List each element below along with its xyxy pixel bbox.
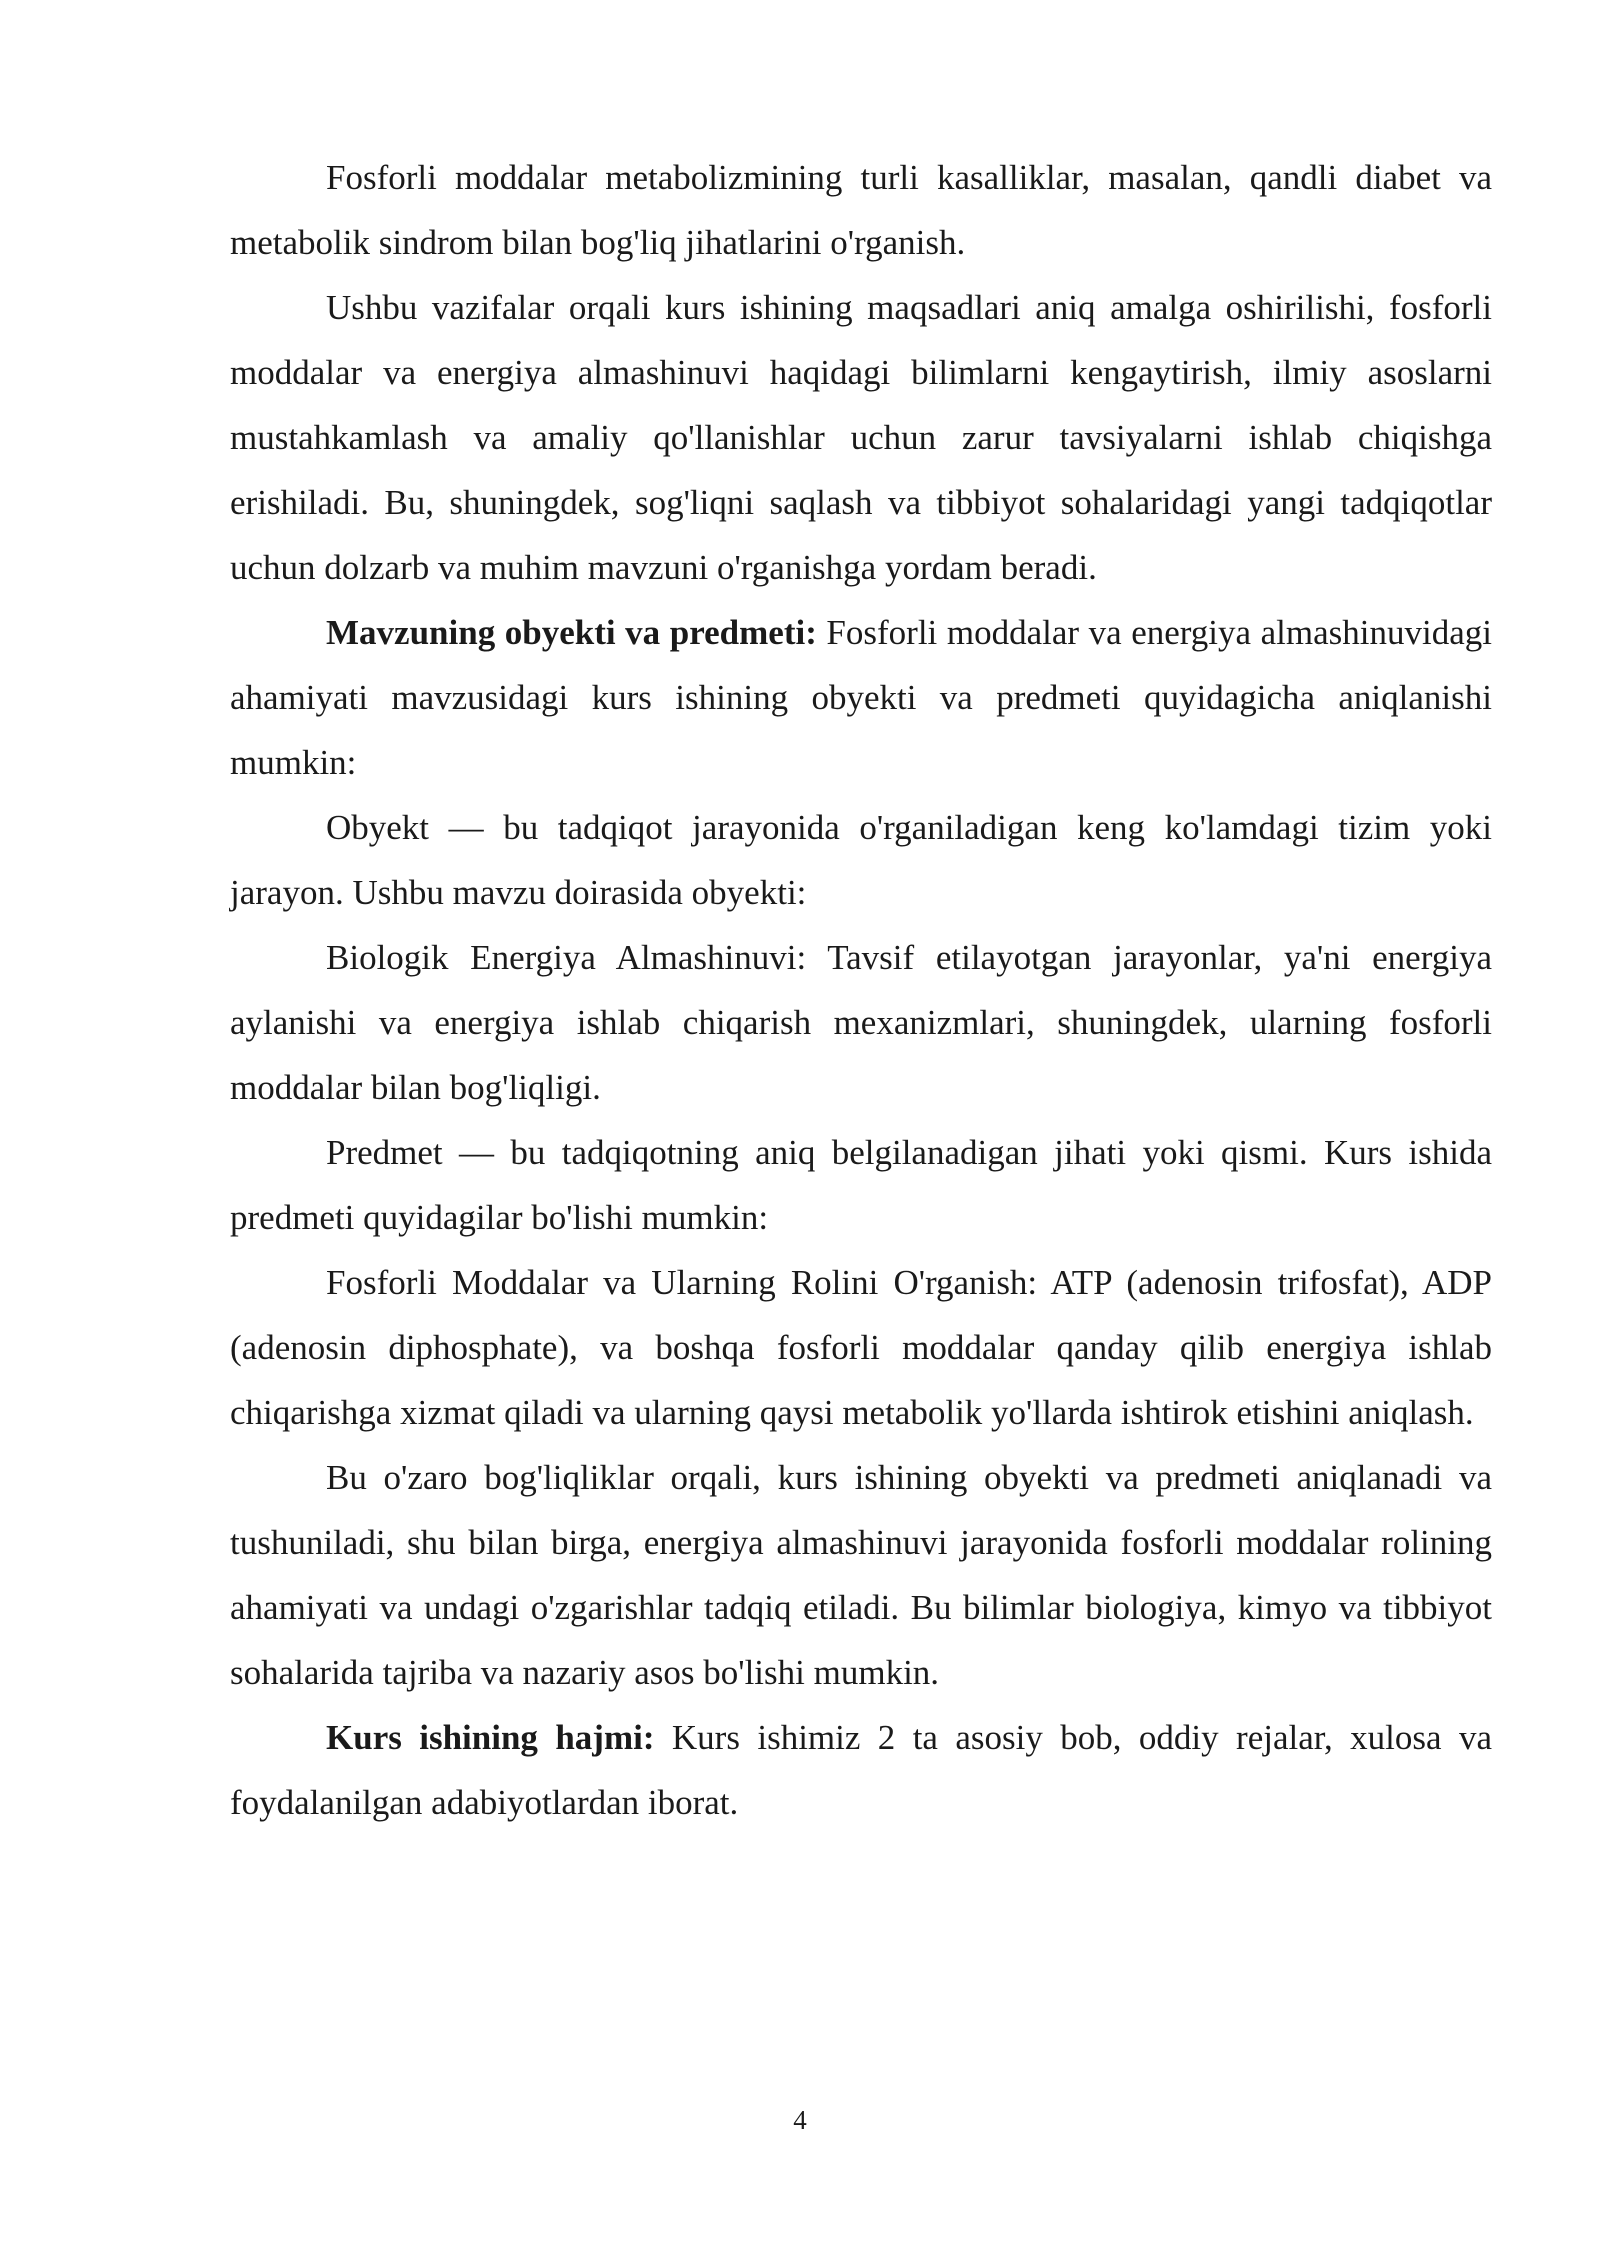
- paragraph-text: Kurs ishimiz 2 ta asosiy bob, oddiy rejalar, xulosa va foydalanilgan adabiyotlardan iborat.: [230, 1718, 1492, 1822]
- paragraph-object-definition: [230, 795, 1492, 925]
- document-page: [230, 145, 1492, 1835]
- heading-object-subject: Mavzuning obyekti va predmeti:: [326, 613, 817, 652]
- paragraph-phosphorus-role: [230, 1250, 1492, 1445]
- paragraph-relationships: [230, 1445, 1492, 1705]
- paragraph-object-subject-intro: [230, 600, 1492, 795]
- paragraph-metabolism-diseases: [230, 145, 1492, 275]
- paragraph-text: Bu o'zaro bog'liqliklar orqali, kurs ishining obyekti va predmeti aniqlanadi va tushuniladi, shu bilan birga, energiya almashinuvi jarayonida fosforli moddalar rolining ahamiyati va undagi o'zgarishlar tadqiq etiladi. Bu bilimlar biologiya, kimyo va tibbiyot sohalarida tajriba va nazariy asos bo'lishi mumkin.: [230, 1458, 1492, 1692]
- paragraph-text: Fosforli Moddalar va Ularning Rolini O'rganish: ATP (adenosin trifosfat), ADP (adenosin diphosphate), va boshqa fosforli moddalar qanday qilib energiya ishlab chiqarishga xizmat qiladi va ularning qaysi metabolik yo'llarda ishtirok etishini aniqlash.: [230, 1263, 1492, 1432]
- paragraph-text: Fosforli moddalar metabolizmining turli kasalliklar, masalan, qandli diabet va metabolik sindrom bilan bog'liq jihatlarini o'rganish.: [230, 158, 1492, 262]
- paragraph-text: Biologik Energiya Almashinuvi: Tavsif etilayotgan jarayonlar, ya'ni energiya aylanishi va energiya ishlab chiqarish mexanizmlari, shuningdek, ularning fosforli moddalar bilan bog'liqligi.: [230, 938, 1492, 1107]
- paragraph-tasks-summary: [230, 275, 1492, 600]
- paragraph-subject-definition: [230, 1120, 1492, 1250]
- paragraph-course-volume: [230, 1705, 1492, 1835]
- paragraph-text: Ushbu vazifalar orqali kurs ishining maqsadlari aniq amalga oshirilishi, fosforli moddalar va energiya almashinuvi haqidagi bilimlarni kengaytirish, ilmiy asoslarni mustahkamlash va amaliy qo'llanishlar uchun zarur tavsiyalarni ishlab chiqishga erishiladi. Bu, shuningdek, sog'liqni saqlash va tibbiyot sohalaridagi yangi tadqiqotlar uchun dolzarb va muhim mavzuni o'rganishga yordam beradi.: [230, 288, 1492, 587]
- heading-course-volume: Kurs ishining hajmi:: [326, 1718, 655, 1757]
- paragraph-text: Fosforli moddalar va energiya almashinuvidagi ahamiyati mavzusidagi kurs ishining obyekti va predmeti quyidagicha aniqlanishi mumkin:: [230, 613, 1492, 782]
- paragraph-biological-energy: [230, 925, 1492, 1120]
- paragraph-text: Predmet — bu tadqiqotning aniq belgilanadigan jihati yoki qismi. Kurs ishida predmeti quyidagilar bo'lishi mumkin:: [230, 1133, 1492, 1237]
- paragraph-text: Obyekt — bu tadqiqot jarayonida o'rganiladigan keng ko'lamdagi tizim yoki jarayon. Ushbu mavzu doirasida obyekti:: [230, 808, 1492, 912]
- page-number: 4: [793, 2105, 807, 2135]
